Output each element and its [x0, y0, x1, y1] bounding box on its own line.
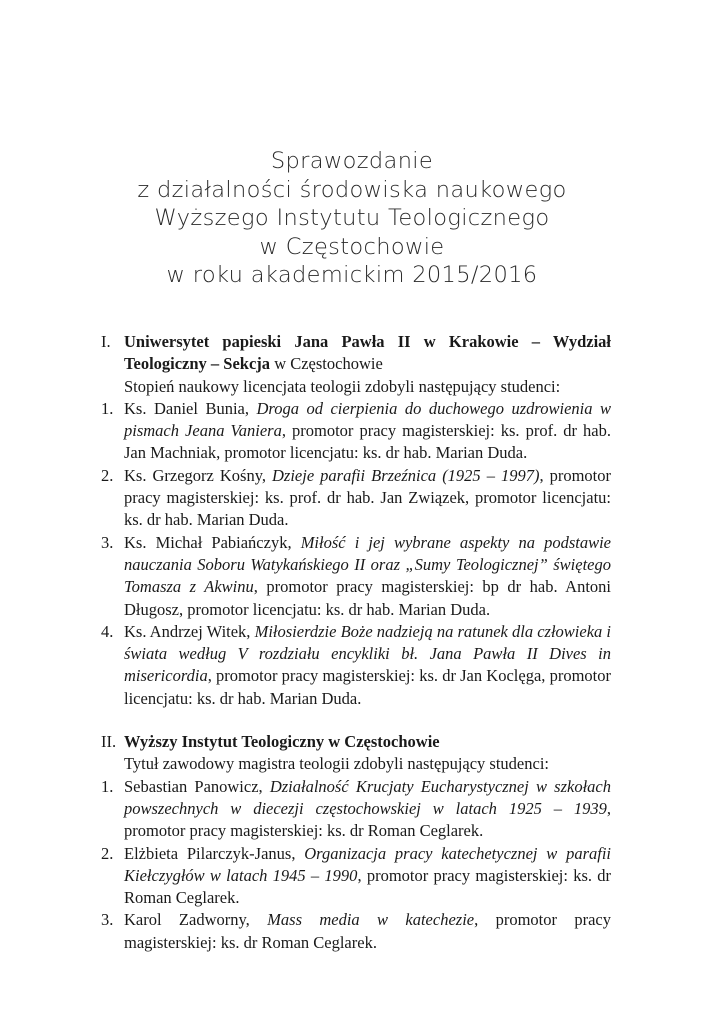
list-item-number: 3. [101, 532, 114, 552]
list-item-author: Sebastian Panowicz, [124, 776, 270, 796]
section-heading [101, 731, 611, 753]
list-item [101, 465, 611, 532]
list-item [101, 621, 611, 710]
list-item-number: 1. [101, 398, 114, 418]
list-item-details: , promotor pracy magisterskiej: ks. prof. dr hab. Jan Związek, promotor licencjatu: ks. dr hab. Marian Duda. [124, 465, 611, 530]
section-numeral: I. [101, 332, 111, 351]
list-item-author: Ks. Grzegorz Kośny, [124, 465, 273, 485]
list-item-number: 1. [101, 776, 114, 796]
section-heading-bold: Wyższy Instytut Teologiczny w Częstochowie [124, 732, 440, 752]
list-item-details: , promotor pracy magisterskiej: ks. prof. dr hab. Jan Machniak, promotor licencjatu: ks. dr hab. Marian Duda. [124, 421, 611, 463]
section-intro: Tytuł zawodowy magistra teologii zdobyli następujący studenci: [124, 754, 549, 774]
list-item-work-title: Działalność Krucjaty Eucharystycznej w szkołach powszechnych w diecezji częstochowskiej w latach 1925 – 1939 [124, 776, 611, 818]
list-item [101, 843, 611, 910]
list-item [101, 532, 611, 621]
list-item-number: 3. [101, 910, 114, 930]
list-item-author: Ks. Andrzej Witek, [124, 621, 255, 641]
list-item-details: , promotor pracy magisterskiej: ks. dr Jan Koclęga, promotor licencjatu: ks. dr hab. Marian Duda. [124, 666, 611, 708]
list-item-work-title: Organizacja pracy katechetycznej w parafii Kiełczygłów w latach 1945 – 1990 [124, 843, 612, 885]
list-item-author: Ks. Michał Pabiańczyk, [124, 532, 301, 552]
title-line: z działalności środowiska naukowego [137, 176, 567, 203]
title-line: Wyższego Instytutu Teologicznego [154, 205, 550, 231]
report-title [0, 147, 704, 290]
list-item-author: Karol Zadworny, [124, 910, 268, 930]
list-item-details: , promotor pracy magisterskiej: ks. dr Roman Ceglarek. [124, 910, 611, 952]
list-item-author: Elżbieta Pilarczyk-Janus, [124, 843, 305, 863]
section-numeral: II. [101, 732, 117, 752]
section-intro: Stopień naukowy licencjata teologii zdobyli następujący studenci: [124, 376, 561, 396]
title-line: w roku akademickim 2015/2016 [166, 262, 538, 288]
section-heading-rest: w Częstochowie [270, 354, 383, 374]
list-item-author: Ks. Daniel Bunia, [124, 398, 257, 418]
list-item-number: 4. [101, 621, 114, 641]
section-heading-bold: Uniwersytet papieski Jana Pawła II w Krakowie – Wydział Teologiczny – Sekcja [124, 332, 611, 374]
section-heading [101, 331, 611, 376]
report-body [101, 331, 611, 954]
title-line: w Częstochowie [259, 233, 445, 260]
list-item-work-title: Miłosierdzie Boże nadzieją na ratunek dla człowieka i świata według V rozdziału encykliki bł. Jana Pawła II Dives in misericordia [124, 621, 611, 686]
list-item-details: , promotor pracy magisterskiej: ks. dr Roman Ceglarek. [124, 865, 611, 908]
list-item-details: , promotor pracy magisterskiej: ks. dr Roman Ceglarek. [124, 798, 611, 841]
list-item [101, 398, 611, 465]
list-item-number: 2. [101, 843, 114, 863]
list-item-work-title: Mass media w katechezie [267, 910, 475, 930]
list-item-number: 2. [101, 465, 114, 485]
list-item-work-title: Miłość i jej wybrane aspekty na podstawie nauczania Soboru Watykańskiego II oraz „Sumy Teologicznej” świętego Tomasza z Akwinu [124, 532, 611, 597]
list-item-details: , promotor pracy magisterskiej: bp dr hab. Antoni Długosz, promotor licencjatu: ks. dr hab. Marian Duda. [124, 577, 611, 619]
title-line: Sprawozdanie [270, 148, 434, 174]
list-item [101, 909, 611, 954]
list-item [101, 776, 611, 843]
list-item-work-title: Dzieje parafii Brzeźnica (1925 – 1997) [272, 465, 540, 485]
list-item-work-title: Droga od cierpienia do duchowego uzdrowienia w pismach Jeana Vaniera [124, 398, 611, 441]
